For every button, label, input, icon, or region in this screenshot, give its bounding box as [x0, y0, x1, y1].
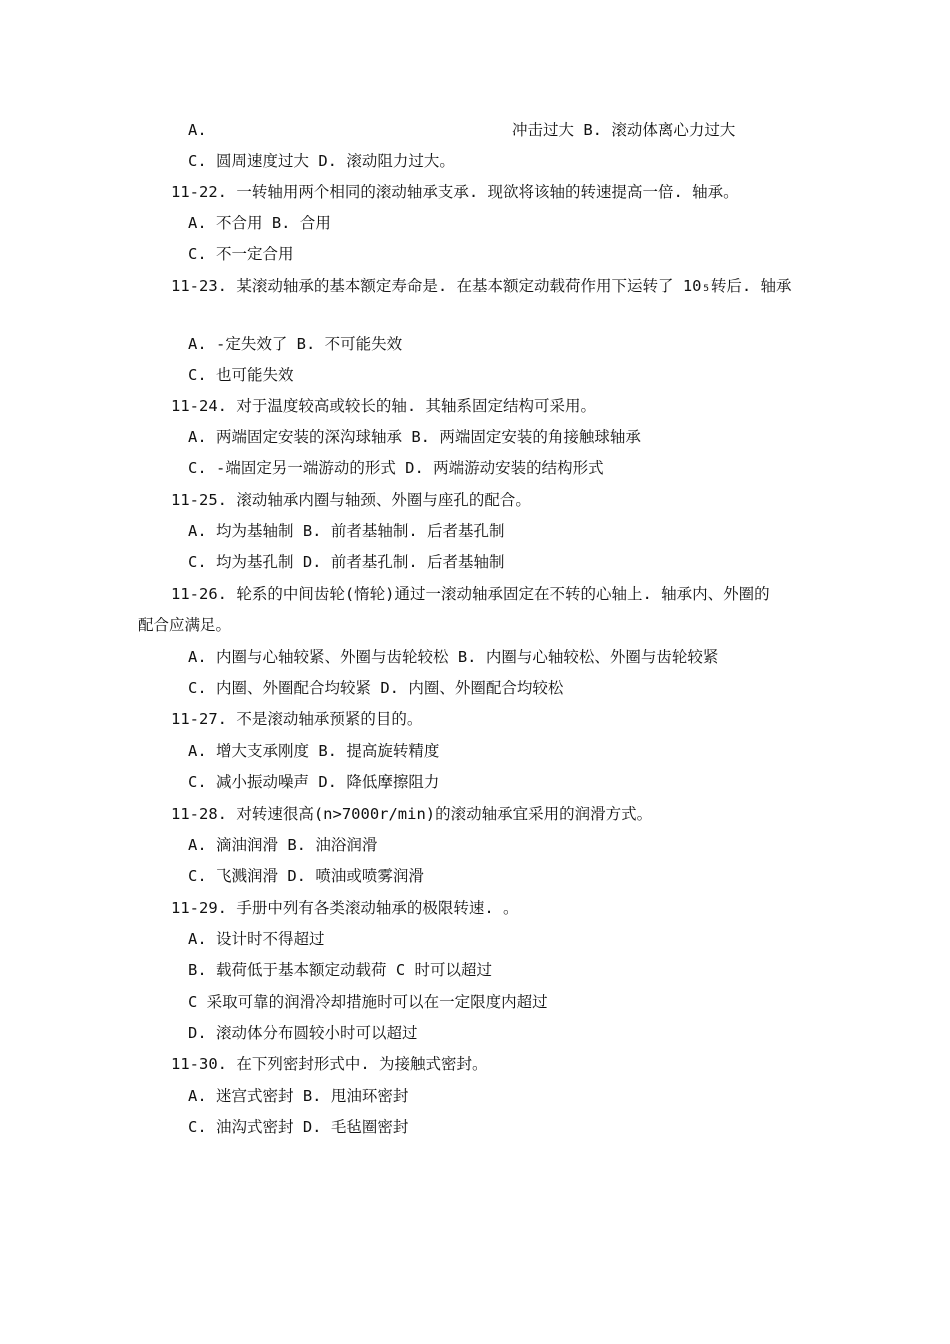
option-line: C. -端固定另一端游动的形式 D. 两端游动安装的结构形式 — [188, 459, 604, 477]
option-line: A. 增大支承刚度 B. 提高旋转精度 — [188, 742, 440, 760]
option-line: D. 滚动体分布圆较小时可以超过 — [188, 1024, 418, 1042]
option-line: C. 油沟式密封 D. 毛毡圈密封 — [188, 1118, 409, 1136]
option-line: A. — [188, 121, 207, 139]
option-line: C 采取可靠的润滑冷却措施时可以在一定限度内超过 — [188, 993, 548, 1011]
question-line: 11-30. 在下列密封形式中. 为接触式密封。 — [171, 1055, 488, 1073]
option-line: A. 两端固定安装的深沟球轴承 B. 两端固定安装的角接触球轴承 — [188, 428, 641, 446]
question-line: 11-25. 滚动轴承内圈与轴颈、外圈与座孔的配合。 — [171, 491, 531, 509]
option-line: A. 均为基轴制 B. 前者基轴制. 后者基孔制 — [188, 522, 505, 540]
option-line: A. 滴油润滑 B. 油浴润滑 — [188, 836, 378, 854]
question-line: 11-26. 轮系的中间齿轮(惰轮)通过一滚动轴承固定在不转的心轴上. 轴承内、外圈的 — [171, 585, 770, 603]
option-line: C. 不一定合用 — [188, 245, 294, 263]
option-line: C. 也可能失效 — [188, 366, 294, 384]
option-line: 冲击过大 B. 滚动体离心力过大 — [512, 121, 736, 139]
option-line: C. 内圈、外圈配合均较紧 D. 内圈、外圈配合均较松 — [188, 679, 564, 697]
question-line: 配合应满足。 — [138, 616, 232, 634]
option-line: A. 不合用 B. 合用 — [188, 214, 331, 232]
question-line: 11-23. 某滚动轴承的基本额定寿命是. 在基本额定动载荷作用下运转了 10₅转后. 轴承 — [171, 277, 792, 295]
option-line: C. 均为基孔制 D. 前者基孔制. 后者基轴制 — [188, 553, 505, 571]
option-line: A. 内圈与心轴较紧、外圈与齿轮较松 B. 内圈与心轴较松、外圈与齿轮较紧 — [188, 648, 719, 666]
option-line: B. 载荷低于基本额定动载荷 C 时可以超过 — [188, 961, 492, 979]
question-line: 11-24. 对于温度较高或较长的轴. 其轴系固定结构可采用。 — [171, 397, 596, 415]
option-line: C. 减小振动噪声 D. 降低摩擦阻力 — [188, 773, 440, 791]
option-line: A. 设计时不得超过 — [188, 930, 325, 948]
option-line: C. 圆周速度过大 D. 滚动阻力过大。 — [188, 152, 455, 170]
option-line: A. 迷宫式密封 B. 甩油环密封 — [188, 1087, 409, 1105]
question-line: 11-22. 一转轴用两个相同的滚动轴承支承. 现欲将该轴的转速提高一倍. 轴承。 — [171, 183, 739, 201]
option-line: C. 飞溅润滑 D. 喷油或喷雾润滑 — [188, 867, 424, 885]
question-line: 11-28. 对转速很高(n>7000r/min)的滚动轴承宜采用的润滑方式。 — [171, 805, 653, 823]
question-line: 11-29. 手册中列有各类滚动轴承的极限转速. 。 — [171, 899, 519, 917]
question-line: 11-27. 不是滚动轴承预紧的目的。 — [171, 710, 423, 728]
option-line: A. -定失效了 B. 不可能失效 — [188, 335, 403, 353]
